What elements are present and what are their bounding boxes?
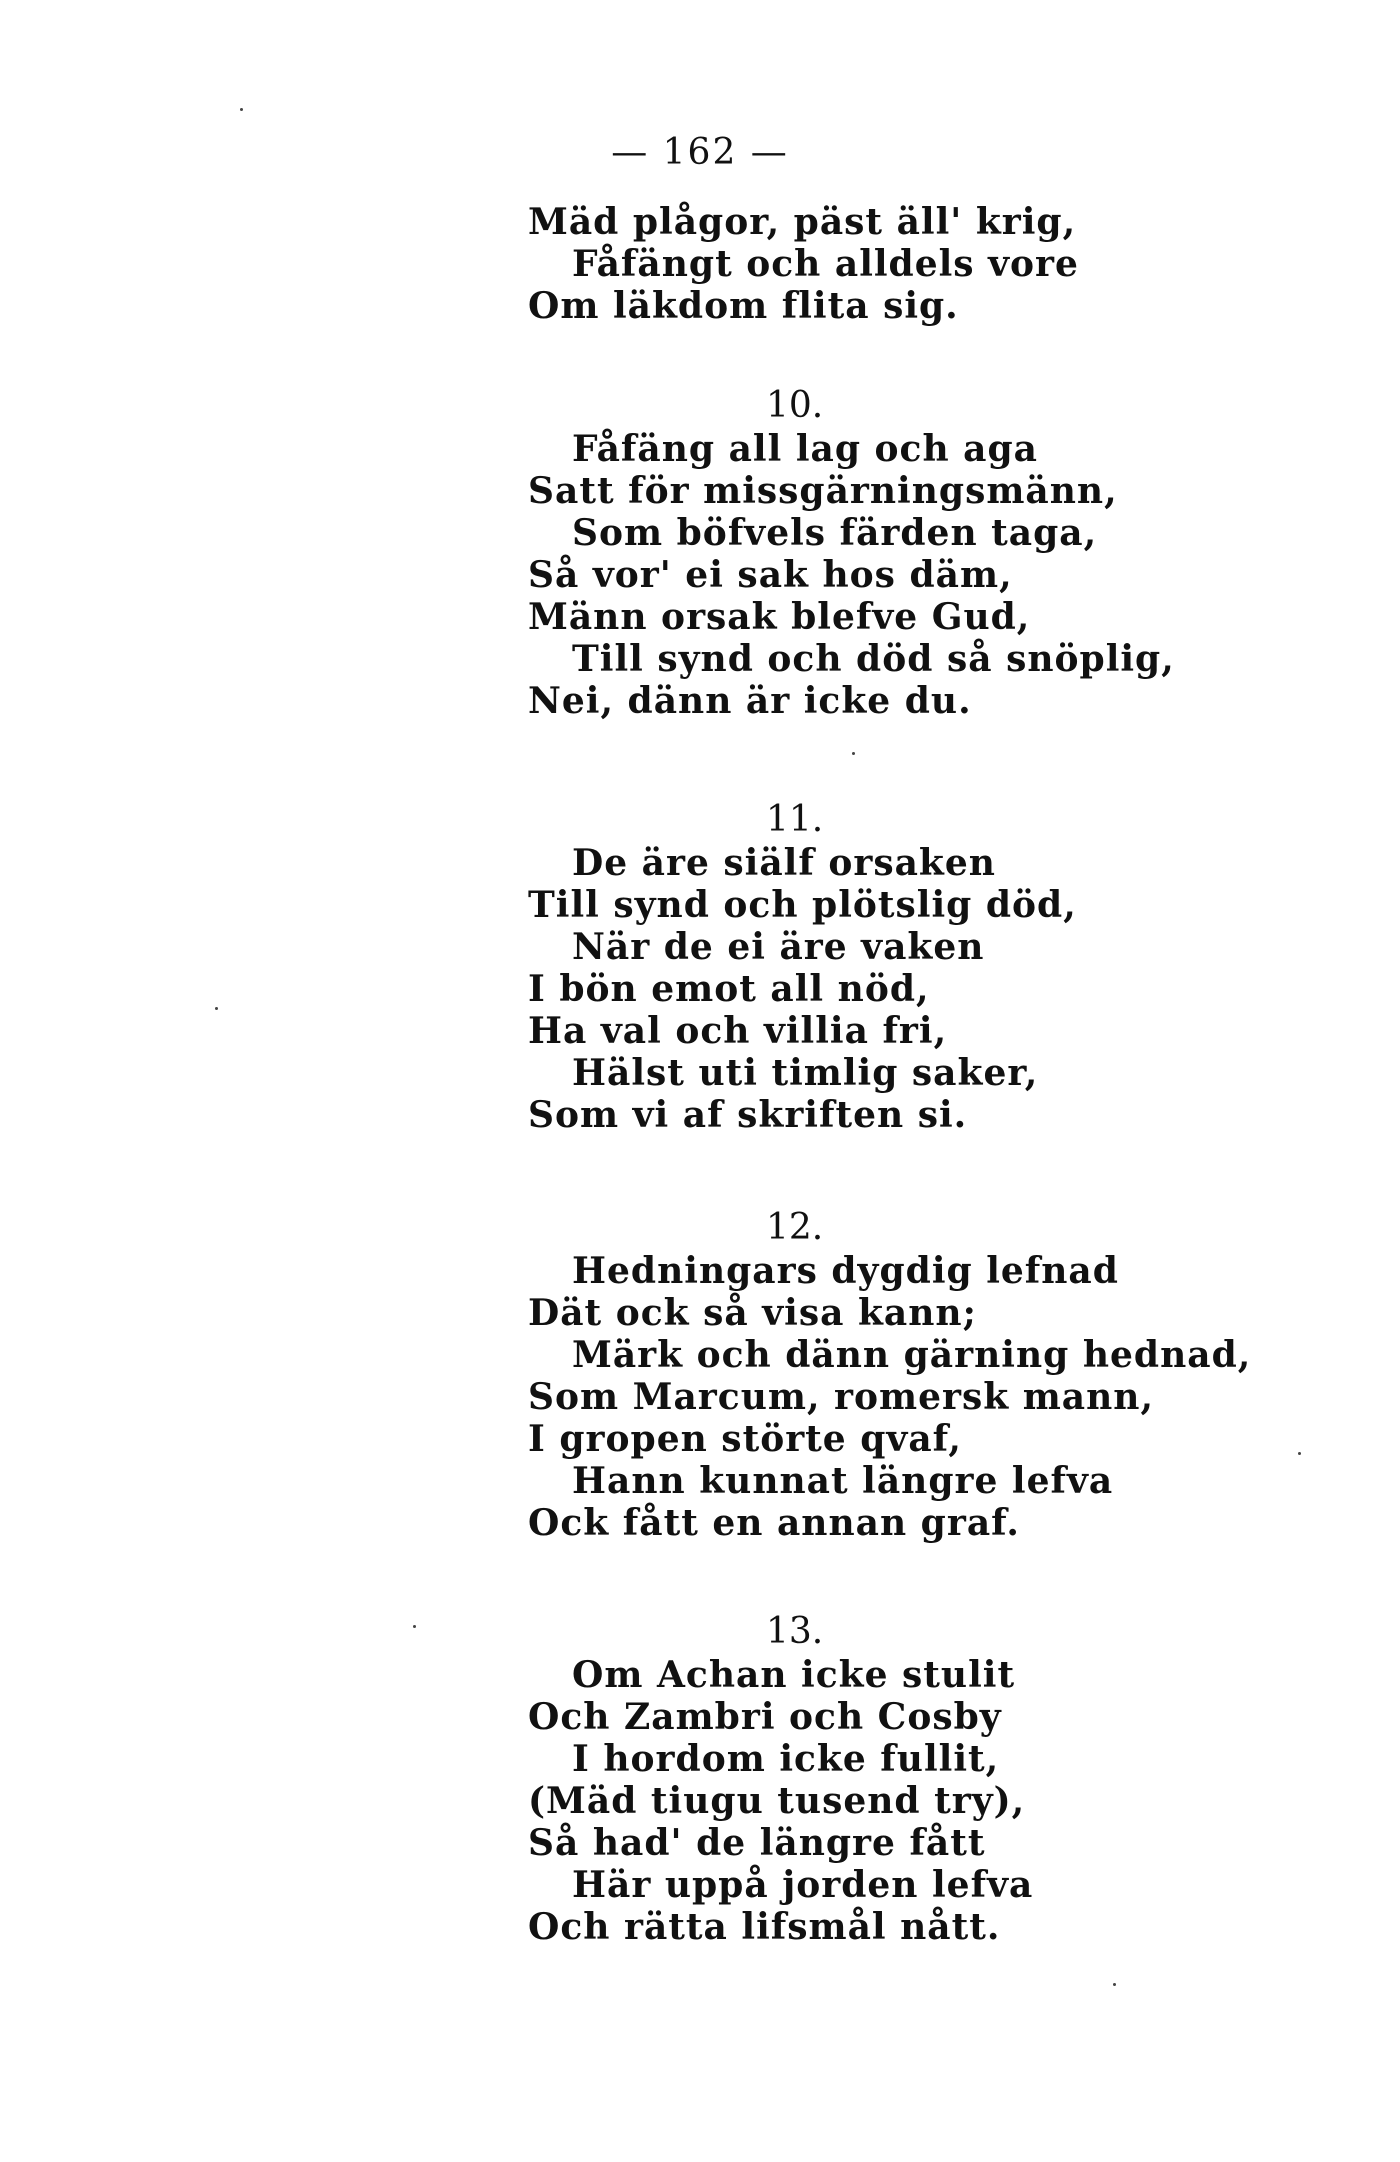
verse-line: Dät ock så visa kann; [528, 1292, 977, 1334]
verse-line: Till synd och plötslig död, [528, 884, 1077, 926]
verse-line: (Mäd tiugu tusend try), [528, 1780, 1026, 1822]
verse-line: Till synd och död så snöplig, [572, 638, 1175, 680]
verse-line: Satt för missgärningsmänn, [528, 470, 1118, 512]
verse-line: Som vi af skriften si. [528, 1094, 968, 1136]
stanza-number: 13. [766, 1611, 824, 1652]
page-number: — 162 — [611, 132, 789, 173]
scan-speck [240, 108, 243, 111]
verse-line: Mäd plågor, päst äll' krig, [528, 201, 1077, 243]
verse-line: Fåfäng all lag och aga [572, 428, 1038, 470]
opening-stanza [528, 201, 1368, 327]
verse-line: Som böfvels färden taga, [572, 512, 1098, 554]
stanza-11 [528, 798, 1368, 1136]
scan-speck [413, 1625, 416, 1628]
scan-speck [1113, 1983, 1116, 1986]
verse-line: När de ei äre vaken [572, 926, 985, 968]
stanza-10 [528, 384, 1368, 722]
verse-line: Ha val och villia fri, [528, 1010, 948, 1052]
verse-line: Som Marcum, romersk mann, [528, 1376, 1155, 1418]
stanza-number: 12. [766, 1207, 824, 1248]
verse-line: Hälst uti timlig saker, [572, 1052, 1039, 1094]
verse-line: I hordom icke fullit, [572, 1738, 1000, 1780]
verse-line: Hann kunnat längre lefva [572, 1460, 1114, 1502]
verse-line: Fåfängt och alldels vore [572, 243, 1079, 285]
verse-line: Så had' de längre fått [528, 1822, 986, 1864]
scan-speck [852, 752, 855, 755]
stanza-number: 11. [766, 799, 824, 840]
verse-line: De äre siälf orsaken [572, 842, 996, 884]
scan-speck [1298, 1452, 1301, 1455]
verse-line: Så vor' ei sak hos däm, [528, 554, 1013, 596]
verse-line: Och rätta lifsmål nått. [528, 1906, 1001, 1948]
verse-line: Märk och dänn gärning hednad, [572, 1334, 1252, 1376]
verse-line: I gropen störte qvaf, [528, 1418, 962, 1460]
verse-line: Om Achan icke stulit [572, 1654, 1016, 1696]
scan-speck [215, 1007, 218, 1010]
verse-line: Här uppå jorden lefva [572, 1864, 1034, 1906]
verse-line: Om läkdom flita sig. [528, 285, 959, 327]
verse-line: Männ orsak blefve Gud, [528, 596, 1031, 638]
stanza-number: 10. [766, 385, 824, 426]
stanza-13 [528, 1610, 1368, 1948]
verse-line: Nei, dänn är icke du. [528, 680, 972, 722]
verse-line: Ock fått en annan graf. [528, 1502, 1020, 1544]
verse-line: Hedningars dygdig lefnad [572, 1250, 1119, 1292]
stanza-12 [528, 1206, 1368, 1544]
verse-line: I bön emot all nöd, [528, 968, 930, 1010]
verse-line: Och Zambri och Cosby [528, 1696, 1002, 1738]
